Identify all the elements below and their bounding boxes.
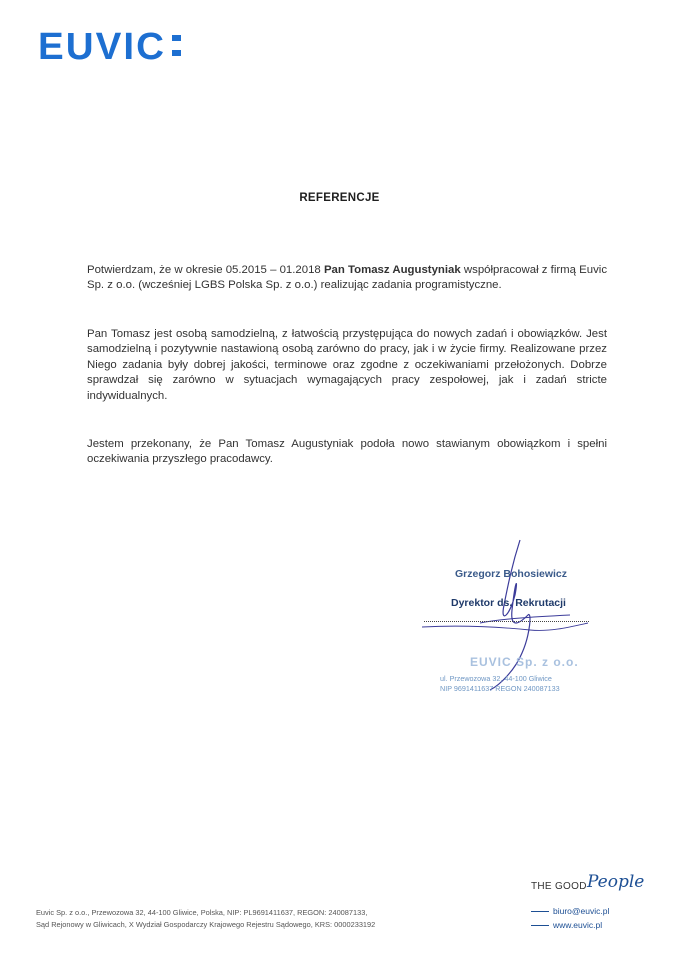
paragraph-intro-start: Potwierdzam, że w okresie 05.2015 – 01.2018: [87, 264, 324, 276]
signature-line: [424, 621, 589, 622]
stamp-ids: NIP 9691411637 REGON 240087133: [440, 684, 560, 693]
company-stamp: [440, 655, 600, 705]
contact-email-row: [531, 906, 609, 916]
paragraph-intro-end: współpracował z firmą Euvic Sp. z o.o. (wcześniej LGBS Polska Sp. z o.o.) realizując zadania programistyczne.: [87, 264, 608, 292]
stamp-company: EUVIC Sp. z o.o.: [470, 655, 579, 669]
euvic-logo: [38, 26, 190, 66]
footer-line-1: Euvic Sp. z o.o., Przewozowa 32, 44-100 Gliwice, Polska, NIP: PL9691411637, REGON: 240087133,: [36, 908, 368, 917]
paragraph-intro: [87, 263, 607, 294]
signatory-role: Dyrektor ds. Rekrutacji: [451, 597, 566, 609]
dash-icon: [531, 911, 549, 912]
svg-text:EUVIC: EUVIC: [38, 26, 166, 66]
footer-line-2: Sąd Rejonowy w Gliwicach, X Wydział Gospodarczy Krajowego Rejestru Sądowego, KRS: 0000233192: [36, 920, 376, 929]
footer-company-info: [36, 907, 375, 931]
contact-website-row: [531, 920, 602, 930]
candidate-name: Pan Tomasz Augustyniak: [323, 264, 461, 276]
brand-tagline-prefix: THE GOOD: [531, 881, 587, 892]
paragraph-assessment-text: Pan Tomasz jest osobą samodzielną, z łatwością przystępująca do nowych zadań i obowiązków. Jest samodzielną i pozytywnie nastawioną osobą zarówno do pracy, jak i w życie firmy. Realizowane przez Niego zadania były dobrej jakości, terminowe oraz zgodne z oczekiwaniami przełożonych. Dobrze sprawdzał się zarówno w sytuacjach wymagających pracy zespołowej, jak i zadań stricte indywidualnych.: [87, 328, 607, 402]
letter-title: REFERENCJE: [299, 192, 380, 204]
signatory-name: Grzegorz Bohosiewicz: [455, 568, 568, 580]
brand-tagline-script: People: [587, 872, 645, 892]
dash-icon: [531, 925, 549, 926]
paragraph-recommendation-text: Jestem przekonany, że Pan Tomasz Augustyniak podoła nowo stawianym obowiązkom i spełni oczekiwania przyszłego pracodawcy.: [87, 438, 607, 466]
paragraph-recommendation: [87, 437, 607, 468]
contact-email[interactable]: biuro@euvic.pl: [553, 906, 610, 916]
paragraph-assessment: [87, 327, 607, 404]
contact-website[interactable]: www.euvic.pl: [553, 920, 603, 930]
stamp-address: ul. Przewozowa 32, 44-100 Gliwice: [440, 674, 552, 683]
